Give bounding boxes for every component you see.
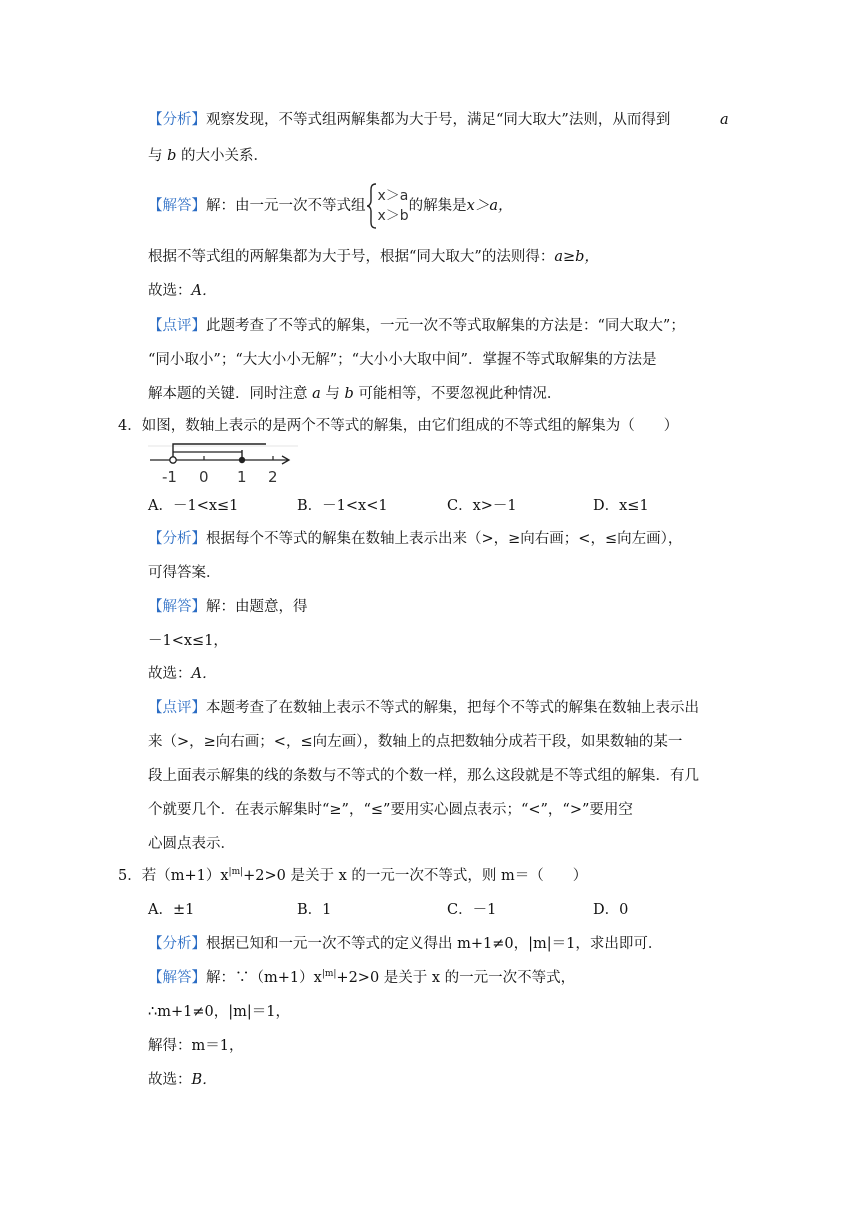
q3-comment-line2: “同小取小”；“大大小小无解”；“大小小大取中间”．掌握不等式取解集的方法是 xyxy=(148,352,657,368)
comment-tag: 【点评】 xyxy=(148,318,206,334)
q4-answer-line1: 【解答】解：由题意，得 xyxy=(148,599,308,615)
q5-analysis-line1: 【分析】根据已知和一元一次不等式的定义得出 m+1≠0，|m|＝1，求出即可． xyxy=(148,936,663,952)
q5-option-d: D．0 xyxy=(593,902,629,918)
q5-answer-line3: 解得：m＝1， xyxy=(148,1038,244,1054)
q5-stem: 5．若$(m+1)x^{|m|}+2>0$ 是关于 x 的一元一次不等式，则 m＝（ ） xyxy=(118,867,588,884)
q4-analysis-line2: 可得答案． xyxy=(148,565,221,581)
q4-comment-line4: 个就要几个．在表示解集时“≥”，“≤”要用实心圆点表示；“<”，“>”要用空 xyxy=(148,802,633,818)
question-number: 4． xyxy=(118,418,142,434)
answer-tag: 【解答】 xyxy=(148,198,206,214)
question-number: 5． xyxy=(118,868,142,884)
q4-analysis-line1: 【分析】根据每个不等式的解集在数轴上表示出来（>，≥向右画；<，≤向左画）， xyxy=(148,531,683,547)
q4-choose: 故选：A． xyxy=(148,666,217,682)
q5-option-c: C．－1 xyxy=(447,902,497,918)
q3-answer-line2: 根据不等式组的两解集都为大于号，根据“同大取大”的法则得：a≥b， xyxy=(148,249,599,265)
q3-comment-line3: 解本题的关键．同时注意 a 与 b 可能相等，不要忽视此种情况． xyxy=(148,386,562,402)
q5-answer-line2: ∴m+1≠0，|m|＝1， xyxy=(148,1004,290,1020)
q3-answer-line1: 【解答】解：由一元一次不等式组 x＞a x＞b 的解集是x＞a， xyxy=(148,183,513,229)
q5-answer-line1: 【解答】解：$\because(m+1)x^{|m|}+2>0$ 是关于 x 的一元一次不等式， xyxy=(148,969,576,986)
left-brace-icon xyxy=(366,183,378,229)
q4-answer-line2: －1<x≤1， xyxy=(148,633,228,649)
q5-option-b: B．1 xyxy=(297,902,332,918)
q4-comment-line1: 【点评】本题考查了在数轴上表示不等式的解集，把每个不等式的解集在数轴上表示出 xyxy=(148,700,699,716)
q3-choose: 故选：A． xyxy=(148,283,217,299)
inequality-system: x＞a x＞b xyxy=(377,188,409,224)
q5-choose: 故选：B． xyxy=(148,1072,217,1088)
q4-option-a: A．－1<x≤1 xyxy=(148,498,239,514)
analysis-tag: 【分析】 xyxy=(148,112,206,128)
q3-analysis-line2: 与 b 的大小关系． xyxy=(148,148,269,164)
q3-comment-line1: 【点评】此题考查了不等式的解集，一元一次不等式取解集的方法是：“同大取大”； xyxy=(148,318,685,334)
q4-option-c: C．x>－1 xyxy=(447,498,517,514)
q4-stem: 4．如图，数轴上表示的是两个不等式的解集，由它们组成的不等式组的解集为（ ） xyxy=(118,418,679,434)
q4-comment-line2: 来（>，≥向右画；<，≤向左画），数轴上的点把数轴分成若干段，如果数轴的某一 xyxy=(148,734,683,750)
q5-option-a: A．±1 xyxy=(148,902,195,918)
q4-option-b: B．－1<x<1 xyxy=(297,498,388,514)
q4-option-d: D．x≤1 xyxy=(593,498,649,514)
q3-analysis-line1: 【分析】观察发现，不等式组两解集都为大于号，满足“同大取大”法则，从而得到 xyxy=(148,112,671,128)
open-point xyxy=(170,457,176,463)
q4-comment-line5: 心圆点表示． xyxy=(148,836,235,852)
closed-point xyxy=(239,457,245,463)
axis-labels: -1 0 1 2 xyxy=(162,468,278,486)
var-a: a xyxy=(720,112,729,128)
q4-comment-line3: 段上面表示解集的线的条数与不等式的个数一样，那么这段就是不等式组的解集．有几 xyxy=(148,768,699,784)
